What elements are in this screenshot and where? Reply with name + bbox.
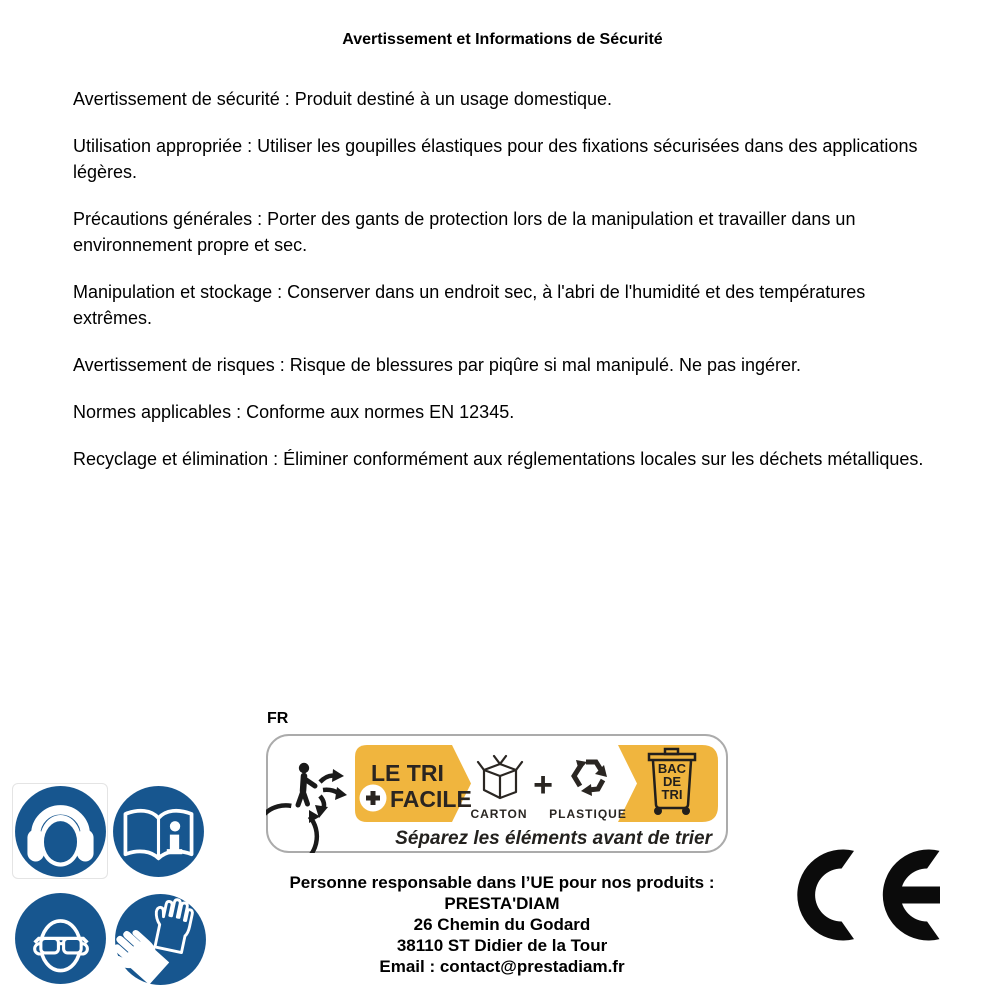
- brand-line1: LE TRI: [371, 760, 444, 786]
- safety-paragraph: Recyclage et élimination : Éliminer conformément aux réglementations locales sur les déchets métalliques.: [73, 449, 924, 469]
- safety-paragraph: Avertissement de sécurité : Produit destiné à un usage domestique.: [73, 89, 612, 109]
- materials-plus: +: [533, 766, 553, 804]
- wear-eye-protection-icon: [14, 892, 107, 985]
- material2-label: PLASTIQUE: [549, 807, 627, 821]
- bin-text-3: TRI: [661, 787, 683, 802]
- wear-ear-protection-icon: [14, 785, 107, 878]
- responsible-line: Personne responsable dans l’UE pour nos produits :: [289, 873, 715, 892]
- sorting-tagline: Séparez les éléments avant de trier: [395, 828, 712, 849]
- bin-text-2: DE: [662, 774, 682, 789]
- country-code-label: FR: [267, 710, 289, 727]
- safety-paragraph: Précautions générales : Porter des gants de protection lors de la manipulation et travailler dans un environnement propre et sec.: [73, 209, 856, 255]
- contact-email: Email : contact@prestadiam.fr: [379, 957, 625, 976]
- tri-facile-label: [266, 734, 728, 853]
- safety-paragraph: Manipulation et stockage : Conserver dans un endroit sec, à l'abri de l'humidité et des températures extrêmes.: [73, 282, 866, 328]
- material1-label: CARTON: [470, 807, 528, 821]
- read-manual-icon: [112, 785, 205, 878]
- company-name: PRESTA'DIAM: [444, 894, 560, 913]
- brand-line2: FACILE: [390, 786, 472, 812]
- safety-paragraph: Normes applicables : Conforme aux normes EN 12345.: [73, 402, 515, 422]
- address-line: 38110 ST Didier de la Tour: [396, 936, 608, 955]
- safety-paragraph: Avertissement de risques : Risque de blessures par piqûre si mal manipulé. Ne pas ingérer.: [73, 355, 802, 375]
- ce-mark: [790, 842, 950, 948]
- safety-paragraph: Utilisation appropriée : Utiliser les goupilles élastiques pour des fixations sécurisées dans des applications légères.: [73, 136, 918, 182]
- bin-text-1: BAC: [657, 761, 687, 776]
- address-line: 26 Chemin du Godard: [413, 915, 591, 934]
- safety-text-block: [73, 86, 925, 472]
- page-title: Avertissement et Informations de Sécurité: [342, 31, 663, 48]
- responsible-person-block: [152, 872, 852, 977]
